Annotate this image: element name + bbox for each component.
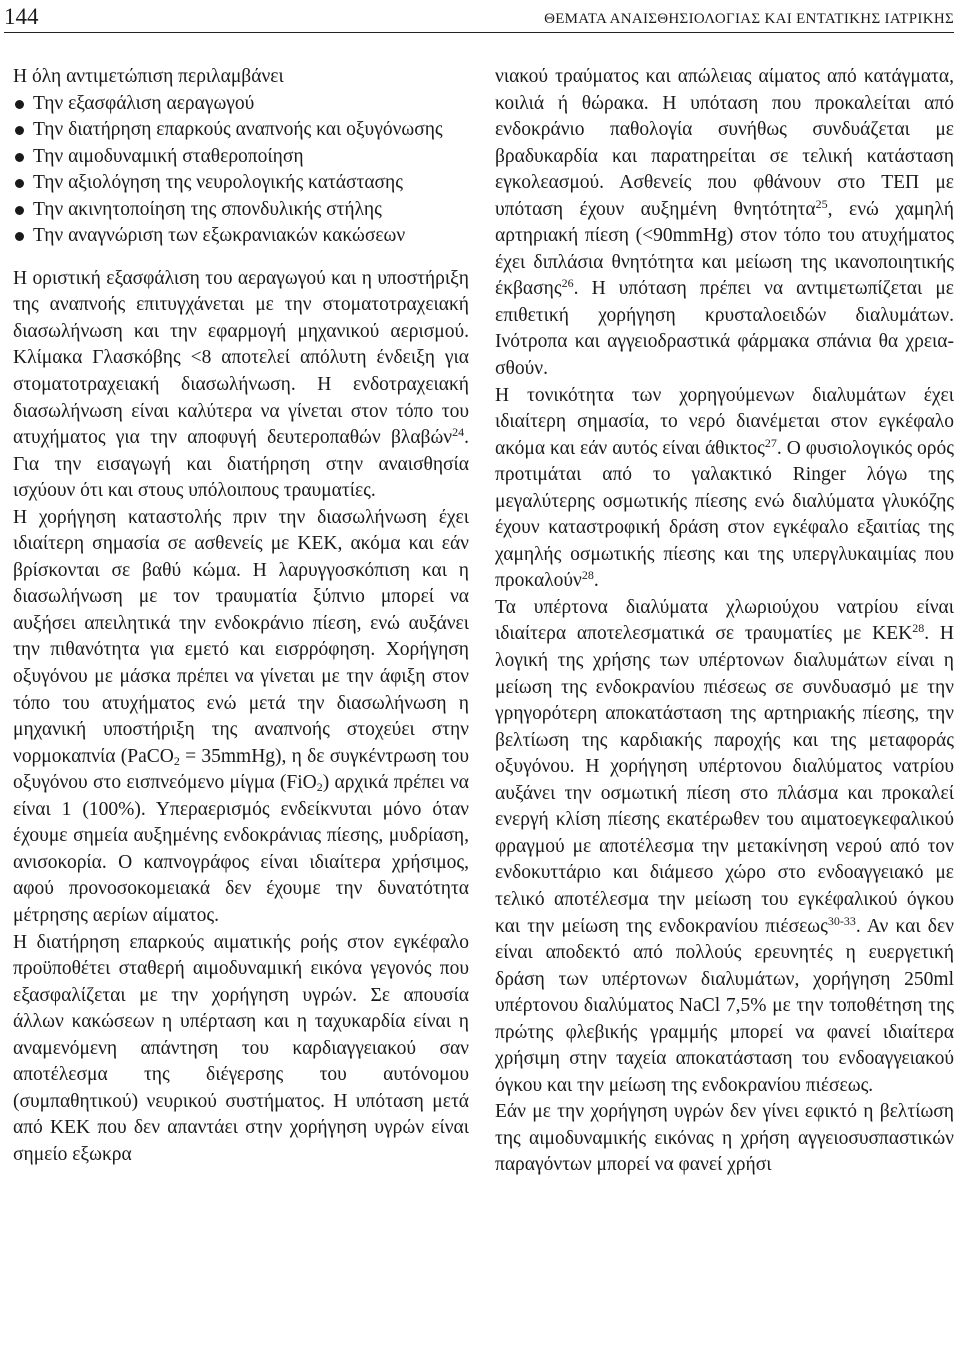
right-column — [495, 64, 954, 1349]
citation: 24 — [452, 425, 465, 440]
citation: 26 — [561, 276, 574, 291]
citation: 25 — [815, 196, 828, 211]
bullet-item — [13, 144, 469, 171]
hypotension-paragraph: νιακού τραύματος και απώλειας αίματος από κατάγματα, κοιλιά ή θώρακα. Η υπόταση που προκαλείται από ενδοκράνιο παθολογία συνήθως συνδυάζεται με βραδυκαρδία και παρατηρείται σε τελική κατάσταση εγκολεασμού. Ασθενείς που φθάνουν στο ΤΕΠ με υπόταση έχουν αυξημένη θνητότητα$^{25}$, ενώ χαμηλή αρτηριακή πίεση (<90mmHg) στον τόπο του ατυχήματος έχει διπλάσια θνητότητα και μείωση της ικανοποιητικής έκβασης$^{26}$. Η υπόταση πρέπει να αντιμετωπίζεται με επιθετική χορήγηση κρυσταλοειδών διαλυμάτων. Ινότροπα και αγγειοδραστικά φάρμακα σπάνια θα χρειασθούν. — [495, 66, 954, 380]
perfusion-paragraph: Η διατήρηση επαρκούς αιματικής ροής στον εγκέφαλο προϋποθέτει σταθερή αιμοδυναμική εικόνα γεγονός που εξασφαλίζεται με την χορήγηση υγρών. Σε απουσία άλλων κακώσεων η υπέρταση και η ταχυκαρδία είναι η αναμενόμενη απάντηση του καρδιαγγειακού σαν αποτέλεσμα της διέγερσης του αυτόνομου (συμπαθητικού) νευρικού συστήματος. Η υπόταση μετά από ΚΕΚ που δεν απαντάει στην χορήγηση υγρών είναι σημείο εξωκρα — [13, 931, 469, 1165]
bullet-text: Την αιμοδυναμική σταθεροποίηση — [33, 145, 304, 167]
citation: 28 — [581, 568, 594, 583]
airway-paragraph: Η οριστική εξασφάλιση του αεραγωγού και η υποστήριξη της αναπνοής επιτυγχάνεται με την στοματοτραχειακή διασωλήνωση και την εφαρμογή μηχανικού αερισμού. Κλίμακα Γλασκόβης <8 αποτελεί απόλυτη ένδειξη για στοματοτραχειακή διασωλήνωση. Η ενδοτραχειακή διασωλήνωση είναι καλύτερα να γίνεται στον τόπο του ατυχήματος για την αποφυγή δευτεροπαθών βλαβών$^{24}$. Για την εισαγωγή και διατήρηση στην αναισθησία ισχύουν ότι και στους υπόλοιπους τραυματίες. — [13, 267, 469, 502]
bullet-text: Την αξιολόγηση της νευρολογικής κατάστασης — [33, 172, 403, 194]
bullet-item — [13, 223, 469, 250]
page-number: 144 — [4, 4, 39, 29]
citation: 30-33 — [827, 913, 856, 928]
bullet-dot-icon — [15, 206, 24, 215]
bullet-dot-icon — [15, 126, 24, 135]
bullet-item — [13, 170, 469, 197]
bullet-item — [13, 197, 469, 224]
bullet-dot-icon — [15, 100, 24, 109]
bullet-text: Την διατήρηση επαρκούς αναπνοής και οξυγόνωσης — [33, 119, 443, 141]
treatment-intro: Η όλη αντιμετώπιση περιλαμβάνει — [13, 66, 284, 87]
hypertonic-paragraph: Τα υπέρτονα διαλύματα χλωριούχου νατρίου είναι ιδιαίτερα αποτελεσματικά σε τραυματίες με ΚΕΚ$^{28}$. Η λογική της χρήσης των υπέρτονων διαλυμάτων είναι η μείωση της ενδοκρανίου πιέσεως σε συνδυασμό με την γρηγορότερη αποκατάσταση της αρτηριακής πίεσης, την βελτίωση της καρδιακής παροχής και της μεταφοράς οξυγόνου. Η χορήγηση υπέρτονου διαλύματος νατρίου αυξάνει την οσμωτική πίεση στο πλάσμα και προκαλεί ενεργή κλίση πίεσης εκατέρωθεν του αιματοεγκεφαλικού φραγμού με αποτέλεσμα την μετακίνηση νερού από τον ενδοκυττάριο και διάμεσο χώρο στο ενδοαγγειακό με τελικό αποτέλεσμα την μείωση του εγκέφαλικού όγκου και την μείωση της ενδοκρανίου πιέσεως$^{30-33}$. Αν και δεν είναι αποδεκτό από πολλούς ερευνητές η ευεργετική δράση των υπέρτονων διαλυμάτων, χορήγηση 250ml υπέρτονου διαλύματος NaCl 7,5% με την τοποθέτηση της πρώτης φλεβικής γραμμής μπορεί να φανεί ιδιαίτερα χρήσιμη στην ταχεία αποκατάσταση του ενδοαγγειακού όγκου και την μείωση της ενδοκρανίου πιέσεως. — [495, 596, 954, 1096]
sedation-paragraph: Η χορήγηση καταστολής πριν την διασωλήνωση έχει ιδιαίτερη σημασία σε ασθενείς με ΚΕΚ, ακόμα και εάν βρίσκονται σε βαθύ κώμα. Η λαρυγγοσκόπιση και η διασωλήνωση με τον τραυματία ξύπνιο μπορεί να αυξήσει απειλητικά την ενδοκράνιο πίεση, ενώ αυξάνει την πιθανότητα για εμετό και εισρρόφηση. Χορήγηση οξυγόνου με μάσκα πρέπει να γίνεται με την άφιξη στον τόπο του ατυχήματος ενώ μετά την διασωλήνωση η μηχανική υποστήριξη της αναπνοής στοχεύει στην νορμοκαπνία (PaCO$_2$ = 35mmHg), η δε συγκέντρωση του οξυγόνου στο εισπνεόμενο μίγμα (FiO$_2$) αρχικά πρέπει να είναι 1 (100%). Υπεραερισμός ενδείκνυται μόνο όταν έχουμε σημεία αυξημένης ενδοκράνιας πίεσης, μυδρίαση, ανισοκορία. Ο καπνογράφος είναι ιδιαίτερα χρήσιμος, αφού προνοσοκομειακά δεν έχουμε την δυνατότητα μέτρησης αερίων αίματος. — [13, 506, 469, 926]
page-header — [4, 4, 954, 33]
running-title: ΘΕΜΑΤΑ ΑΝΑΙΣΘΗΣΙΟΛΟΓΙΑΣ ΚΑΙ ΕΝΤΑΤΙΚΗΣ ΙΑΤΡΙΚΗΣ — [544, 11, 954, 27]
citation: 27 — [764, 435, 777, 450]
treatment-bullet-list — [13, 91, 469, 250]
bullet-item — [13, 91, 469, 118]
tonicity-paragraph: Η τονικότητα των χορηγούμενων διαλυμάτων έχει ιδιαίτερη σημασία, το νερό διανέμεται στον εγκέφαλο ακόμα και εάν αυτός είναι άθικτος$^{27}$. Ο φυσιολογικός ορός προτιμάται από το γαλακτικό Ringer λόγω της μεγαλύτερης οσμωτικής πίεσης ενώ διαλύματα γλυκόζης έχουν καταστροφική δράση στον εγκέφαλο εξαιτίας της χαμηλής οσμωτικής πίεσης και της υπεργλυκαιμίας που προκαλούν$^{28}$. — [495, 384, 954, 592]
bullet-dot-icon — [15, 232, 24, 241]
bullet-item — [13, 117, 469, 144]
vasopressor-paragraph: Εάν με την χορήγηση υγρών δεν γίνει εφικτό η βελτίωση της αιμοδυναμικής εικόνας η χρήση αγγειοσυσπαστικών παραγόντων μπορεί να φανεί χρήσι — [495, 1101, 954, 1176]
bullet-text: Την ακινητοποίηση της σπονδυλικής στήλης — [33, 198, 382, 220]
bullet-text: Την αναγνώριση των εξωκρανιακών κακώσεων — [33, 225, 406, 247]
bullet-dot-icon — [15, 153, 24, 162]
citation: 28 — [912, 621, 925, 636]
bullet-text: Την εξασφάλιση αεραγωγού — [33, 92, 255, 114]
left-column — [13, 64, 469, 1349]
bullet-dot-icon — [15, 179, 24, 188]
